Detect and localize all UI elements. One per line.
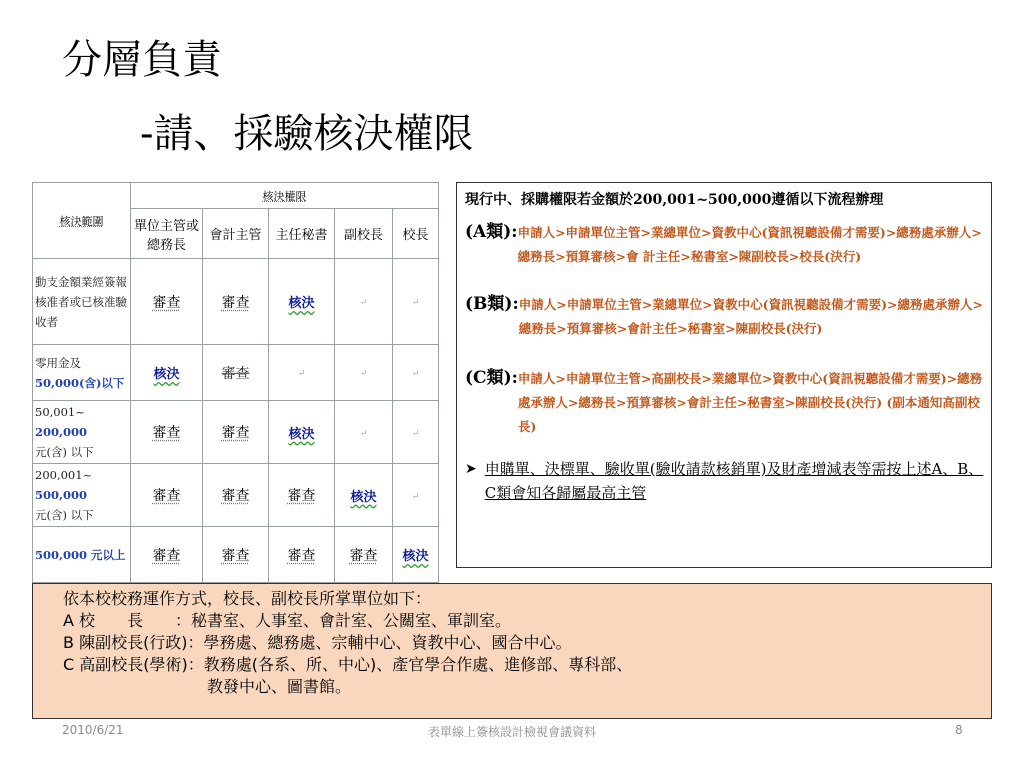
cell-review: 審查 [131,527,203,583]
cell-empty: ↵ [393,464,439,527]
cell-review: 審查 [203,464,269,527]
process-heading: 現行中、採購權限若金額於200,001~500,000遵循以下流程辦理 [465,192,884,208]
class-label: (C類): [465,368,518,388]
cell-empty: ↵ [393,401,439,464]
page-number: 8 [955,723,963,737]
cell-empty: ↵ [335,259,393,345]
process-note: ➤ 申購單、決標單、驗收單(驗收請款核銷單)及財產增減表等需按上述A、B、C類會知各歸屬最高主管 [465,457,985,505]
header-scope: 核決範圍 [33,183,131,259]
slide-subtitle: -請、採驗核決權限 [140,111,474,157]
cell-empty: ↵ [335,345,393,401]
cell-review: 審查 [203,259,269,345]
col-header-accounting: 會計主管 [203,209,269,259]
authority-table [32,182,438,568]
class-label: (A類): [465,222,518,242]
cell-empty: ↵ [335,401,393,464]
cell-review: 審查 [269,527,335,583]
class-flow: 申請人>申請單位主管>業總單位>資教中心(資訊視聽設備才需要)>總務處承辦人>總務長>預算審核>會計主任>秘書室>陳副校長(決行) [518,297,983,336]
cell-review: 審查 [131,464,203,527]
cell-review: 審查 [269,464,335,527]
cell-approve: 核決 [269,401,335,464]
info-line: 依本校校務運作方式，校長、副校長所掌單位如下： [63,589,432,608]
cell-review: 審查 [203,401,269,464]
row-scope: 動支金額業經簽報核准者或已核准驗收者 [33,259,131,345]
cell-review: 審查 [131,259,203,345]
cell-empty: ↵ [393,345,439,401]
process-class-b [465,293,985,341]
arrow-bullet-icon: ➤ [465,461,477,477]
cell-approve: 核決 [393,527,439,583]
col-header-president: 校長 [393,209,439,259]
cell-review: 審查 [335,527,393,583]
info-line: A 校 長 ：秘書室、人事室、會計室、公關室、軍訓室。 [63,611,512,630]
row-scope: 200,001~ 500,000 元(含) 以下 [33,464,131,527]
cell-approve: 核決 [335,464,393,527]
responsibility-info-box [32,583,992,719]
class-flow: 申請人>申請單位主管>業總單位>資教中心(資訊視聽設備才需要)>總務處承辦人>總務長>預算審核>會 計主任>秘書室>陳副校長>校長(決行) [517,225,982,264]
col-header-unit-head: 單位主管或總務長 [131,209,203,259]
slide-title: 分層負責 [62,37,222,83]
table-row [33,259,439,345]
row-scope: 500,000 元以上 [33,527,131,583]
table-row [33,527,439,583]
info-line: B 陳副校長(行政)：學務處、總務處、宗輔中心、資教中心、國合中心。 [63,633,572,652]
class-label: (B類): [465,294,519,314]
process-class-a [465,221,985,269]
col-header-secretary: 主任秘書 [269,209,335,259]
row-scope: 零用金及 50,000(含)以下 [33,345,131,401]
info-line: C 高副校長(學術)：教務處(各系、所、中心)、產官學合作處、進修部、專科部、 [63,655,633,674]
table-row [33,464,439,527]
cell-review: 審查 [131,401,203,464]
header-authority: 核決權限 [131,183,439,209]
info-line: 教發中心、圖書館。 [63,677,352,696]
footer-date: 2010/6/21 [62,723,124,737]
cell-empty: ↵ [269,345,335,401]
class-flow: 申請人>申請單位主管>高副校長>業總單位>資教中心(資訊視聽設備才需要)>總務處承辦人>總務長>預算審核>會計主任>秘書室>陳副校長(決行) (副本通知高副校長) [517,371,983,434]
cell-approve: 核決 [269,259,335,345]
col-header-vice-president: 副校長 [335,209,393,259]
table-row [33,401,439,464]
cell-approve: 核決 [131,345,203,401]
process-panel [456,182,992,568]
process-class-c [465,367,985,439]
row-scope: 50,001~ 200,000 元(含) 以下 [33,401,131,464]
cell-review-struck: 審查 [203,345,269,401]
cell-review: 審查 [203,527,269,583]
table-row [33,345,439,401]
cell-empty: ↵ [393,259,439,345]
footer-title: 表單線上簽核設計檢視會議資料 [427,725,596,739]
